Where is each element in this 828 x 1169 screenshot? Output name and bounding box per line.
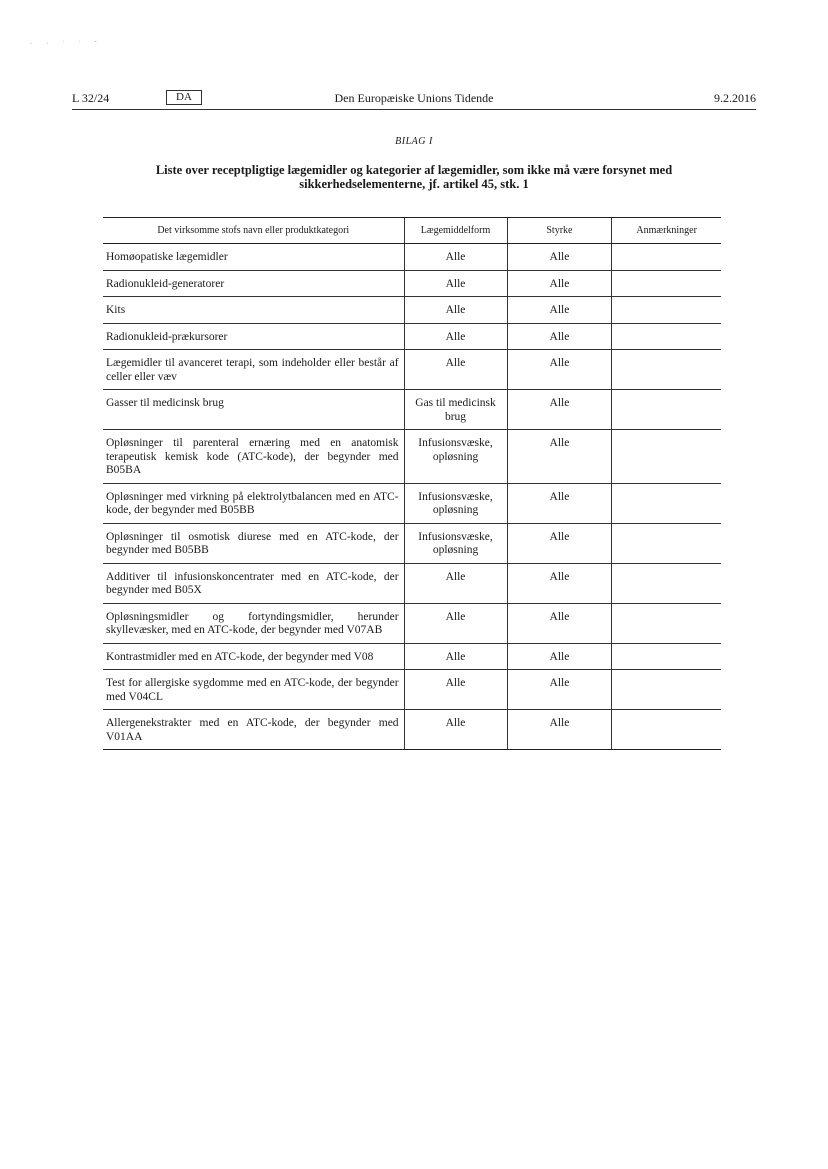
table-row bbox=[103, 244, 721, 271]
cell-strength: Alle bbox=[507, 244, 612, 271]
cell-remarks bbox=[612, 390, 721, 430]
cell-form: Alle bbox=[404, 603, 507, 643]
cell-strength: Alle bbox=[507, 390, 612, 430]
cell-form: Alle bbox=[404, 323, 507, 350]
cell-name: Gasser til medicinsk brug bbox=[103, 390, 404, 430]
cell-name: Opløsninger med virkning på elektrolytbalancen med en ATC-kode, der begynder med B05BB bbox=[103, 483, 404, 523]
language-badge: DA bbox=[166, 90, 202, 105]
cell-strength: Alle bbox=[507, 603, 612, 643]
cell-remarks bbox=[612, 603, 721, 643]
table-header-row bbox=[103, 218, 721, 244]
cell-remarks bbox=[612, 563, 721, 603]
cell-name: Additiver til infusionskoncentrater med en ATC-kode, der begynder med B05X bbox=[103, 563, 404, 603]
cell-form: Gas til medicinsk brug bbox=[404, 390, 507, 430]
cell-name: Kontrastmidler med en ATC-kode, der begynder med V08 bbox=[103, 643, 404, 670]
cell-remarks bbox=[612, 244, 721, 271]
cell-strength: Alle bbox=[507, 643, 612, 670]
table-row bbox=[103, 483, 721, 523]
cell-remarks bbox=[612, 643, 721, 670]
table-row bbox=[103, 523, 721, 563]
cell-name: Lægemidler til avanceret terapi, som indeholder eller består af celler eller væv bbox=[103, 350, 404, 390]
table-row bbox=[103, 643, 721, 670]
cell-strength: Alle bbox=[507, 270, 612, 297]
cell-name: Homøopatiske lægemidler bbox=[103, 244, 404, 271]
page-reference: L 32/24 bbox=[72, 91, 110, 105]
medicines-table bbox=[103, 217, 721, 750]
journal-header bbox=[72, 89, 756, 110]
table-row bbox=[103, 323, 721, 350]
cell-strength: Alle bbox=[507, 350, 612, 390]
cell-form: Alle bbox=[404, 244, 507, 271]
cell-form: Alle bbox=[404, 563, 507, 603]
cell-name: Radionukleid-generatorer bbox=[103, 270, 404, 297]
cell-remarks bbox=[612, 710, 721, 750]
document-title: Liste over receptpligtige lægemidler og kategorier af lægemidler, som ikke må være forsynet med sikkerhedselementerne, jf. artikel 45, stk. 1 bbox=[155, 163, 673, 191]
table-body bbox=[103, 244, 721, 750]
cell-form: Alle bbox=[404, 643, 507, 670]
table-row bbox=[103, 390, 721, 430]
table-row bbox=[103, 270, 721, 297]
cell-form: Alle bbox=[404, 297, 507, 324]
cell-strength: Alle bbox=[507, 297, 612, 324]
cell-form: Alle bbox=[404, 710, 507, 750]
column-header-name: Det virksomme stofs navn eller produktkategori bbox=[103, 218, 404, 244]
cell-strength: Alle bbox=[507, 483, 612, 523]
publication-date: 9.2.2016 bbox=[714, 91, 756, 105]
cell-strength: Alle bbox=[507, 430, 612, 484]
cell-strength: Alle bbox=[507, 323, 612, 350]
cell-strength: Alle bbox=[507, 563, 612, 603]
column-header-form: Lægemiddelform bbox=[404, 218, 507, 244]
annex-label: BILAG I bbox=[395, 136, 433, 147]
cell-form: Alle bbox=[404, 270, 507, 297]
table-row bbox=[103, 710, 721, 750]
cell-remarks bbox=[612, 483, 721, 523]
cell-form: Infusionsvæske, opløsning bbox=[404, 430, 507, 484]
cell-strength: Alle bbox=[507, 710, 612, 750]
table-row bbox=[103, 350, 721, 390]
cell-form: Alle bbox=[404, 350, 507, 390]
table-row bbox=[103, 297, 721, 324]
journal-title: Den Europæiske Unions Tidende bbox=[334, 91, 494, 105]
cell-remarks bbox=[612, 430, 721, 484]
scan-specks: · · ˈ ˈ ˜ bbox=[30, 40, 103, 48]
cell-name: Kits bbox=[103, 297, 404, 324]
cell-strength: Alle bbox=[507, 670, 612, 710]
table-row bbox=[103, 563, 721, 603]
cell-remarks bbox=[612, 670, 721, 710]
cell-remarks bbox=[612, 297, 721, 324]
cell-remarks bbox=[612, 523, 721, 563]
cell-name: Radionukleid-prækursorer bbox=[103, 323, 404, 350]
cell-name: Allergenekstrakter med en ATC-kode, der begynder med V01AA bbox=[103, 710, 404, 750]
column-header-remarks: Anmærkninger bbox=[612, 218, 721, 244]
cell-remarks bbox=[612, 350, 721, 390]
table-row bbox=[103, 670, 721, 710]
cell-remarks bbox=[612, 270, 721, 297]
cell-strength: Alle bbox=[507, 523, 612, 563]
table-row bbox=[103, 603, 721, 643]
cell-form: Alle bbox=[404, 670, 507, 710]
column-header-strength: Styrke bbox=[507, 218, 612, 244]
cell-form: Infusionsvæske, opløsning bbox=[404, 523, 507, 563]
cell-remarks bbox=[612, 323, 721, 350]
cell-name: Test for allergiske sygdomme med en ATC-kode, der begynder med V04CL bbox=[103, 670, 404, 710]
cell-name: Opløsninger til osmotisk diurese med en ATC-kode, der begynder med B05BB bbox=[103, 523, 404, 563]
cell-form: Infusionsvæske, opløsning bbox=[404, 483, 507, 523]
table-row bbox=[103, 430, 721, 484]
cell-name: Opløsninger til parenteral ernæring med en anatomisk terapeutisk kemisk kode (ATC-kode), der begynder med B05BA bbox=[103, 430, 404, 484]
cell-name: Opløsningsmidler og fortyndingsmidler, herunder skyllevæsker, med en ATC-kode, der begynder med V07AB bbox=[103, 603, 404, 643]
